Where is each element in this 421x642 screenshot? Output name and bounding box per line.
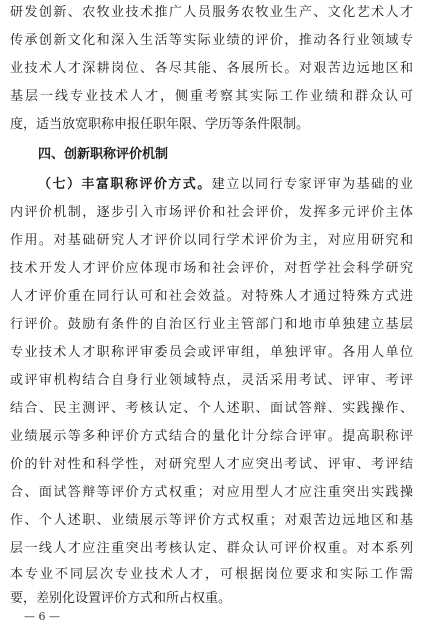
paragraph-line: 基层一线专业技术人才，侧重考察其实际工作业绩和群众认可 [10, 89, 413, 104]
item-label: （七）丰富职称评价方式。 [38, 177, 212, 192]
item-first-line-text: 建立以同行专家评审为基础的业 [211, 177, 413, 192]
paragraph-line: 作、个人述职、业绩展示等评价方式权重；对艰苦边远地区和基 [10, 513, 413, 528]
paragraph-line: 业技术人才深耕岗位、各尽其能、各展所长。对艰苦边远地区和 [10, 61, 413, 76]
paragraph-line: 研发创新、农牧业技术推广人员服务农牧业生产、文化艺术人才 [10, 5, 413, 20]
paragraph-line: 行评价。鼓励有条件的自治区行业主管部门和地市单独建立基层 [10, 317, 413, 332]
paragraph-line: 传承创新文化和深入生活等实际业绩的评价，推动各行业领域专 [10, 33, 413, 48]
paragraph-line: 或评审机构结合自身行业领域特点，灵活采用考试、评审、考评 [10, 373, 413, 388]
page-number: — 6 — [24, 610, 60, 623]
paragraph-line: 合、面试答辩等评价方式权重；对应用型人才应注重突出实践操 [10, 485, 413, 500]
paragraph-line: 结合、民主测评、考核认定、个人述职、面试答辩、实践操作、 [10, 401, 413, 416]
item-first-line [38, 172, 413, 198]
paragraph-line: 价的针对性和科学性，对研究型人才应突出考试、评审、考评结 [10, 457, 413, 472]
paragraph-line: 层一线人才应注重突出考核认定、群众认可评价权重。对本系列 [10, 541, 413, 556]
paragraph-line: 人才评价重在同行认可和社会效益。对特殊人才通过特殊方式进 [10, 289, 413, 304]
paragraph-line: 度，适当放宽职称申报任职年限、学历等条件限制。 [10, 117, 310, 132]
paragraph-line: 业绩展示等多种评价方式结合的量化计分综合评审。提高职称评 [10, 429, 413, 444]
paragraph-line: 内评价机制，逐步引入市场评价和社会评价，发挥多元评价主体 [10, 205, 413, 220]
paragraph-line: 专业技术人才职称评审委员会或评审组，单独评审。各用人单位 [10, 345, 413, 360]
paragraph-line: 技术开发人才评价应体现市场和社会评价，对哲学社会科学研究 [10, 261, 413, 276]
paragraph-line: 本专业不同层次专业技术人才，可根据岗位要求和实际工作需 [10, 567, 413, 582]
paragraph-line: 要，差别化设置评价方式和所占权重。 [10, 591, 232, 606]
section-heading: 四、创新职称评价机制 [38, 147, 169, 162]
paragraph-line: 作用。对基础研究人才评价以同行学术评价为主，对应用研究和 [10, 233, 413, 248]
